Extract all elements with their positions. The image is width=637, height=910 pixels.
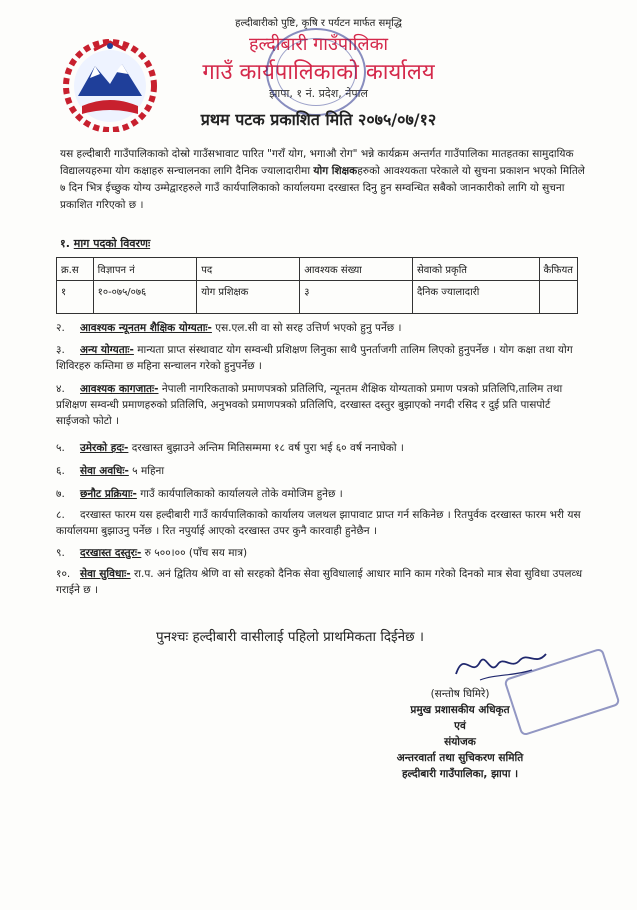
table-cell: दैनिक ज्यालादारी (412, 281, 539, 314)
table-header-cell: पद (197, 258, 300, 281)
item-label: छनौट प्रक्रियाः- (80, 488, 137, 500)
item-number: ६. (56, 465, 65, 477)
office-name: गाउँ कार्यपालिकाको कार्यालय (202, 60, 435, 85)
table-header-row (57, 258, 578, 281)
signatory-committee: अन्तरवार्ता तथा सुचिकरण समिति (396, 752, 524, 764)
section-1-label: माग पदको विवरणः (73, 237, 151, 250)
list-item (56, 320, 586, 336)
table-cell: १ (57, 281, 94, 314)
header-slogan: हल्दीबारीको पुष्टि, कृषि र पर्यटन मार्फत समृद्धि (235, 18, 402, 29)
list-item (56, 486, 586, 502)
publish-date: प्रथम पटक प्रकाशित मिति २०७५/०७/१२ (200, 110, 437, 129)
signature-block (360, 686, 560, 782)
table-row (57, 281, 578, 314)
section-1-heading (60, 236, 150, 251)
item-text: रा.प. अनं द्वितिय श्रेणि वा सो सरहको दैनिक सेवा सुविधालाई आधार मानि काम गरेको दिनको मात्र सेवा सुविधा उपलव्ध गराईने छ । (56, 568, 583, 596)
table-header-cell: विज्ञापन नं (93, 258, 197, 281)
list-item (56, 545, 586, 561)
item-label: दरखास्त दस्तुरः- (80, 547, 142, 559)
table-cell (539, 281, 577, 314)
office-seal-stamp (266, 28, 366, 116)
table-cell: ३ (300, 281, 413, 314)
item-number: १०. (56, 568, 71, 580)
item-text: नेपाली नागरिकताको प्रमाणपत्रको प्रतिलिपि, न्यूनतम शैक्षिक योग्यताको प्रमाण पत्रको प्रतिलिपि,तालिम तथा प्रशिक्षण सम्वन्धी प्रमाणहरुको प्रतिलिपि, अनुभवको प्रमाणपत्रको प्रतिलिपि, दरखास्त दस्तुर बुझाएको नगदी रसिद र दुई प्रति पासपोर्ट साईजको फोटो । (56, 383, 563, 427)
table-header-cell: सेवाको प्रकृति (412, 258, 539, 281)
list-item (56, 342, 586, 374)
item-text: एस.एल.सी वा सो सरह उत्तिर्ण भएको हुनु पर्नेछ । (211, 322, 402, 334)
table-cell: १०-०७५/०७६ (93, 281, 197, 314)
item-number: ७. (56, 488, 65, 500)
list-item (56, 566, 586, 598)
item-number: ८. (56, 509, 65, 521)
item-label: आवश्यक कागजातः- (80, 383, 159, 395)
item-number: ५. (56, 442, 65, 454)
list-item (56, 440, 586, 456)
item-label: सेवा अवधिः- (80, 465, 129, 477)
item-number: ९. (56, 547, 65, 559)
item-text: दरखास्त फारम यस हल्दीबारी गाउँ कार्यपालिकाको कार्यालय जलथल झापावाट प्राप्त गर्न सकिनेछ । रितपुर्वक दरखास्त फारम भरी यस कार्यालयमा बुझाउनु पर्नेछ । रित नपुर्याई आएको दरखास्त उपर कुनै कारवाही हुनेछैन । (56, 509, 581, 537)
municipality-name: हल्दीबारी गाउँपालिका (248, 34, 389, 55)
item-label: सेवा सुविधाः- (80, 568, 131, 580)
item-text: दरखास्त बुझाउने अन्तिम मितिसम्ममा १८ वर्ष पुरा भई ६० वर्ष ननाघेको । (128, 442, 404, 454)
item-text: रु ५००।०० (पाँच सय मात्र) (141, 547, 248, 559)
intro-bold-term: योग शिक्षक (313, 165, 358, 177)
signatory-role: संयोजक (444, 736, 476, 748)
intro-paragraph (60, 146, 587, 214)
list-item (56, 381, 586, 429)
signatory-and: एवं (454, 720, 466, 732)
signatory-title: प्रमुख प्रशासकीय अधिकृत (410, 704, 510, 716)
office-address: झापा, १ नं. प्रदेश, नेपाल (269, 87, 368, 100)
item-number: ४. (56, 383, 65, 395)
section-1-number: १. (60, 237, 70, 250)
item-label: आवश्यक न्यूनतम शैक्षिक योग्यताः- (80, 322, 212, 334)
item-text: गाउँ कार्यपालिकाको कार्यालयले तोके वमोजिम हुनेछ । (136, 488, 343, 500)
positions-table (56, 257, 578, 314)
table-header-cell: क्र.स (57, 258, 94, 281)
table-header-cell: कैफियत (539, 258, 577, 281)
intro-text-1: यस हल्दीबारी गाउँपालिकाको दोस्रो गाउँसभावाट पारित "गराँ योग, भगाऔ रोग" भन्ने कार्यक्रम अन्तर्गत गाउँपालिका मातहतका सामुदायिक विद्यालयहरुमा योग कक्षाहरु सन्चालनका लागि दैनिक ज्यालादारीमा (60, 148, 574, 177)
item-number: ३. (56, 344, 65, 356)
list-item (56, 507, 586, 539)
table-header-cell: आवश्यक संख्या (300, 258, 413, 281)
item-text: ५ महिना (128, 465, 165, 477)
table-cell: योग प्रशिक्षक (197, 281, 300, 314)
intro-text-2: हरुको आवश्यकता परेकाले यो सुचना प्रकाशन भएको मितिले ७ दिन भित्र ईच्छुक योग्य उम्मेद्वारहरुले गाउँ कार्यपालिकाको कार्यालयमा दरखास्त दिनु हुन सम्वन्धित सबैको जानकारीको लागि यो सुचना प्रकाशित गरिएको छ । (60, 165, 585, 211)
closing-note: पुनश्चः हल्दीबारी वासीलाई पहिलो प्राथमिकता दिईनेछ । (156, 629, 425, 645)
signatory-name: (सन्तोष घिमिरे) (430, 688, 490, 700)
list-item (56, 463, 586, 479)
item-label: अन्य योग्यताः- (80, 344, 134, 356)
signatory-org: हल्दीबारी गाउँपालिका, झापा । (401, 768, 519, 780)
item-text: मान्यता प्राप्त संस्थावाट योग सम्वन्धी प्रशिक्षण लिनुका साथै पुनर्ताजगी तालिम लिएको हुनुपर्नेछ । योग कक्षा तथा योग शिविरहरु कम्तिमा छ महिना सन्चालन गरेको हुनुपर्नेछ । (56, 344, 573, 372)
item-number: २. (56, 322, 65, 334)
item-label: उमेरको हदः- (80, 442, 129, 454)
